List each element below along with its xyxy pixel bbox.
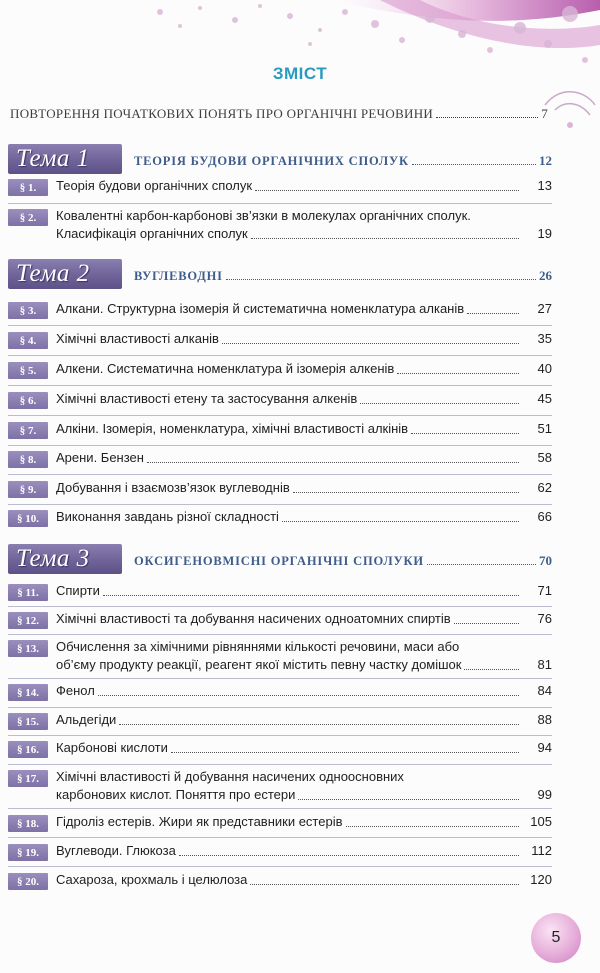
section-entry (8, 610, 552, 629)
section-entry (8, 449, 552, 468)
divider (8, 445, 552, 446)
section-title: Сахароза, крохмаль і целюлоза (56, 872, 248, 887)
section-page: 81 (537, 657, 552, 672)
section-title: Виконання завдань різної складності (56, 509, 279, 524)
section-entry (8, 582, 552, 601)
section-entry (8, 842, 552, 861)
divider (8, 203, 552, 204)
section-title: Теорія будови органічних сполук (56, 178, 253, 193)
section-number: § 10. (8, 510, 48, 527)
section-entry (8, 711, 552, 730)
divider (8, 808, 552, 809)
section-page: 45 (537, 391, 552, 406)
theme-title: ВУГЛЕВОДНІ (134, 269, 223, 283)
section-entry (8, 207, 552, 243)
section-number: § 18. (8, 815, 48, 832)
section-entry (8, 390, 552, 409)
section-number: § 20. (8, 873, 48, 890)
section-number: § 12. (8, 612, 48, 629)
section-page: 88 (537, 712, 552, 727)
section-title: Арени. Бензен (56, 450, 144, 465)
section-number: § 8. (8, 451, 48, 468)
section-number: § 2. (8, 209, 48, 226)
divider (8, 764, 552, 765)
section-entry (8, 739, 552, 758)
section-title: Обчислення за хімічними рівняннями кількості речовини, маси або (56, 639, 460, 654)
divider (8, 325, 552, 326)
section-number: § 5. (8, 362, 48, 379)
section-title: Вуглеводи. Глюкоза (56, 843, 176, 858)
section-title: Ковалентні карбон-карбонові зв’язки в молекулах органічних сполук. (56, 208, 471, 223)
page-number: 5 (531, 913, 581, 963)
section-page: 120 (530, 872, 552, 887)
section-entry (8, 682, 552, 701)
section-entry (8, 300, 552, 319)
section-number: § 15. (8, 713, 48, 730)
section-number: § 3. (8, 302, 48, 319)
section-entry (8, 508, 552, 527)
section-entry (8, 420, 552, 439)
intro-entry (10, 100, 548, 122)
page-title: ЗМІСТ (272, 64, 328, 83)
section-title: Добування і взаємозв’язок вуглеводнів (56, 480, 290, 495)
section-number: § 13. (8, 640, 48, 657)
divider (8, 474, 552, 475)
section-title-cont: об’єму продукту реакції, реагент якої містить певну частку домішок (56, 657, 462, 672)
section-number: § 11. (8, 584, 48, 601)
section-entry (8, 360, 552, 379)
section-number: § 6. (8, 392, 48, 409)
section-number: § 1. (8, 179, 48, 196)
section-page: 94 (537, 740, 552, 755)
section-title: Алкени. Систематична номенклатура й ізомерія алкенів (56, 361, 395, 376)
section-page: 35 (537, 331, 552, 346)
section-page: 19 (537, 226, 552, 241)
section-number: § 7. (8, 422, 48, 439)
section-title: Альдегіди (56, 712, 117, 727)
theme-page: 70 (539, 553, 552, 568)
divider (8, 634, 552, 635)
section-entry (8, 871, 552, 890)
section-entry (8, 813, 552, 832)
section-number: § 16. (8, 741, 48, 758)
section-number: § 9. (8, 481, 48, 498)
intro-title: ПОВТОРЕННЯ ПОЧАТКОВИХ ПОНЯТЬ ПРО ОРГАНІЧНІ РЕЧОВИНИ (10, 106, 434, 121)
section-title: Хімічні властивості та добування насичених одноатомних спиртів (56, 611, 451, 626)
section-entry (8, 768, 552, 804)
section-page: 84 (537, 683, 552, 698)
section-title: Карбонові кислоти (56, 740, 168, 755)
intro-page: 7 (541, 106, 548, 121)
section-number: § 4. (8, 332, 48, 349)
section-page: 58 (537, 450, 552, 465)
theme-header (8, 544, 552, 574)
section-title-cont: Класифікація органічних сполук (56, 226, 248, 241)
divider (8, 606, 552, 607)
divider (8, 355, 552, 356)
divider (8, 678, 552, 679)
theme-header (8, 144, 552, 174)
divider (8, 707, 552, 708)
section-number: § 19. (8, 844, 48, 861)
dot-leader (436, 117, 538, 118)
section-page: 76 (537, 611, 552, 626)
section-page: 13 (537, 178, 552, 193)
section-title: Хімічні властивості алканів (56, 331, 219, 346)
section-title: Спирти (56, 583, 100, 598)
section-page: 105 (530, 814, 552, 829)
section-page: 112 (531, 843, 552, 858)
section-page: 40 (537, 361, 552, 376)
section-title: Хімічні властивості етену та застосування алкенів (56, 391, 358, 406)
theme-badge: Тема 2 (8, 259, 122, 289)
divider (8, 385, 552, 386)
dot-leader (226, 279, 536, 280)
section-title: Хімічні властивості й добування насичених одноосновних (56, 769, 404, 784)
section-page: 66 (537, 509, 552, 524)
theme-page: 12 (539, 153, 552, 168)
divider (8, 504, 552, 505)
section-page: 99 (537, 787, 552, 802)
section-title: Фенол (56, 683, 95, 698)
section-page: 62 (537, 480, 552, 495)
divider (8, 415, 552, 416)
dot-leader (412, 164, 536, 165)
section-title: Алкани. Структурна ізомерія й систематична номенклатура алканів (56, 301, 465, 316)
section-entry (8, 479, 552, 498)
theme-badge: Тема 3 (8, 544, 122, 574)
section-page: 27 (537, 301, 552, 316)
section-title: Гідроліз естерів. Жири як представники естерів (56, 814, 343, 829)
section-page: 51 (537, 421, 552, 436)
theme-badge: Тема 1 (8, 144, 122, 174)
section-entry (8, 638, 552, 674)
divider (8, 735, 552, 736)
section-entry (8, 330, 552, 349)
theme-page: 26 (539, 268, 552, 283)
section-entry (8, 177, 552, 196)
divider (8, 837, 552, 838)
theme-header (8, 259, 552, 289)
section-title-cont: карбонових кислот. Поняття про естери (56, 787, 296, 802)
theme-title: ОКСИГЕНОВМІСНІ ОРГАНІЧНІ СПОЛУКИ (134, 554, 424, 568)
theme-title: ТЕОРІЯ БУДОВИ ОРГАНІЧНИХ СПОЛУК (134, 154, 409, 168)
section-page: 71 (537, 583, 552, 598)
divider (8, 866, 552, 867)
section-number: § 14. (8, 684, 48, 701)
section-number: § 17. (8, 770, 48, 787)
section-title: Алкіни. Ізомерія, номенклатура, хімічні властивості алкінів (56, 421, 409, 436)
dot-leader (427, 564, 536, 565)
